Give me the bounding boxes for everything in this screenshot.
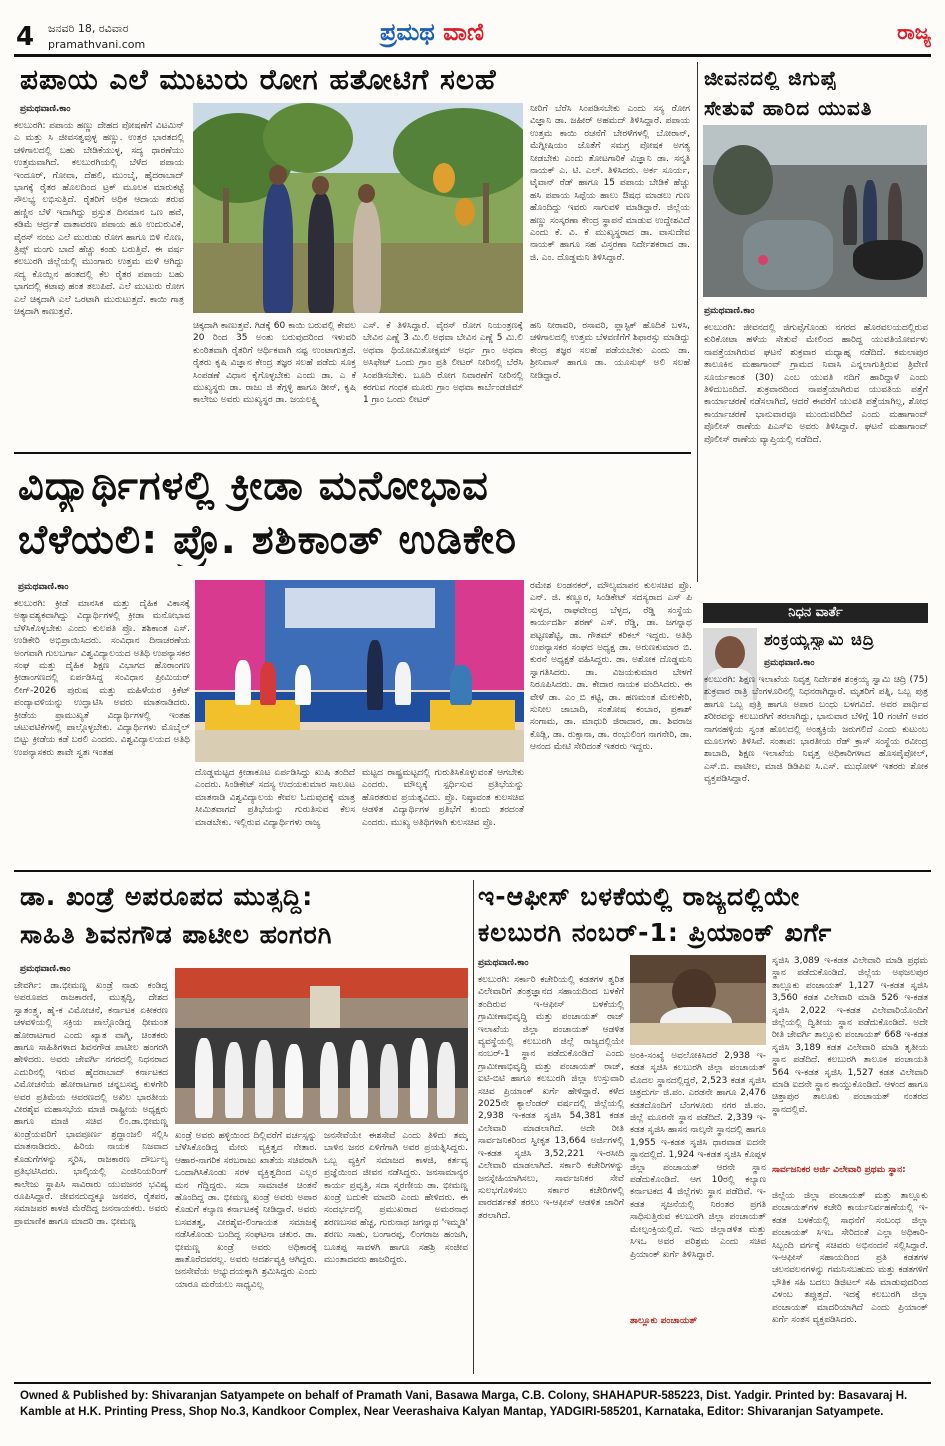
footer-imprint: Owned & Published by: Shivaranjan Satyampete on behalf of Pramath Vani, Basawa Marga, C.B. Colony, SHAHAPUR-585223, Dist. Yadgir. Printed by: Basavaraj H. Kamble at H.K. Printing Press, Shop No.3, Kandkoor Complex, Near Veerashaiva Kalyan Mantap, YADGIRI-585201, Karnataka, Editor: Shivaranjan Satyampete. [20,1390,908,1418]
khandre-byline: ಪ್ರಮಥವಾಣಿ.ಕಾಂ [20,964,71,974]
eoffice-col2: ಅಂಕಿ-ಸಂಖ್ಯೆ ಅವಲೋಕಿಸಿದರೆ 2,938 ಇ-ಕಡತ ಸೃಜಿಸಿ ಕಲಬುರಗಿ ಜಿಲ್ಲಾ ಪಂಚಾಯತ್ ಮೊದಲ ಸ್ಥಾನದಲ್ಲಿದ್ದರೆ, 2,523 ಕಡತ ಸೃಜಿಸಿ ಚಿತ್ರದುರ್ಗ ಜಿ.ಪಂ. ಎರಡನೇ ಹಾಗೂ 2,476 ಕಡತದೊಂದಿಗೆ ಬೆಂಗಳೂರು ನಗರ ಜಿ.ಪಂ. ಜಿಲ್ಲೆ ಮೂರನೇ ಸ್ಥಾನ ಪಡೆದಿದೆ. 2,339 ಇ-ಕಡತ ಸೃಜಿಸಿ ಹಾಸನ ನಾಲ್ಕನೇ ಸ್ಥಾನದಲ್ಲಿ ಹಾಗೂ 1,955 ಇ-ಕಡತ ಸೃಜಿಸಿ ಧಾರವಾಡ ಐದನೇ ಸ್ಥಾನದಲ್ಲಿದೆ. 1,924 ಇ-ಕಡತ ಸೃಜಿಸಿ ಕೊಪ್ಪಳ ಜಿಲ್ಲಾ ಪಂಚಾಯತ್ ಆರನೇ ಸ್ಥಾನ ಪಡೆದುಕೊಂಡಿದೆ. ಆಗ 10ರಲ್ಲಿ ಕಲ್ಯಾಣ ಕರ್ನಾಟಕದ 4 ಜಿಲ್ಲೆಗಳು ಸ್ಥಾನ ಪಡೆದಿವೆ. ಇ-ಕಡತ ಸೃಜನೆಯಲ್ಲಿ ನಿರಂತರ ಪ್ರಗತಿ ಸಾಧಿಸುತ್ತಿರುವ ಕಲಬುರಗಿ ಜಿಲ್ಲಾ ಪಂಚಾಯತ್ ಮೇಲ್ಪಂಕ್ತಿಯಲ್ಲಿದೆ. ಇದು ಜಿಲ್ಲಾಡಳಿತ ಮತ್ತು ಸಿಇಒ ಅವರ ಪರಿಶ್ರಮ ಎಂದು ಸಚಿವ ಪ್ರಿಯಾಂಕ್ ಖರ್ಗೆ ತಿಳಿಸಿದ್ದಾರೆ. [630,1051,766,1260]
eoffice-col3: ಸೃಜಿಸಿ 3,089 ಇ-ಕಡತ ವಿಲೇವಾರಿ ಮಾಡಿ ಪ್ರಥಮ ಸ್ಥಾನ ಪಡೆದುಕೊಂಡಿದೆ. ಜಿಲ್ಲೆಯ ಅಫಜಲಪುರ ತಾಲ್ಲೂಕು ಪಂಚಾಯತ್ 1,127 ಇ-ಕಡತ ಸೃಜಿಸಿ 3,560 ಕಡತ ವಿಲೇವಾರಿ ಮಾಡಿ 526 ಇ-ಕಡತ ಸೃಜಿಸಿ 2,022 ಇ-ಕಡತ ವಿಲೇವಾರಿಯೊಂದಿಗೆ ಜಿಲ್ಲೆಯಲ್ಲಿ ದ್ವಿತೀಯ ಸ್ಥಾನ ಪಡೆದುಕೊಂಡಿದೆ. ಅದೇ ರೀತಿ ಜೇವರ್ಗಿ ತಾಲ್ಲೂಕು ಪಂಚಾಯತ್ 668 ಇ-ಕಡತ ಸೃಜಿಸಿ 3,189 ಕಡತ ವಿಲೇವಾರಿ ಮಾಡಿ ತೃತೀಯ ಸ್ಥಾನ ಪಡೆದಿದೆ. ಕಲಬುರಗಿ ತಾಲೂಕ ಪಂಚಾಯತಿ 564 ಇ-ಕಡತ ಸೃಜಿಸಿ 1,527 ಕಡತ ವಿಲೇವಾರಿ ಮಾಡಿ ಐದನೇ ಸ್ಥಾನ ಕಾಯ್ದುಕೊಂಡಿದೆ. ಆಳಂದ ಹಾಗೂ ಚಿತ್ತಾಪುರ ತಾಲೂಕು ಪಂಚಾಯತ್ ನಂತರದ ಸ್ಥಾನದಲ್ಲಿವೆ. [772,956,928,1115]
sports-headline-2: ಬೆಳೆಯಲಿ: ಪ್ರೊ. ಶಶಿಕಾಂತ್ ಉಡಿಕೇರಿ [18,517,518,563]
khandre-col3: ಜನಸೇವೆಯೇ ಈಶಸೇವೆ ಎಂದು ತಿಳಿದು ತಮ್ಮ ಬಾಳಿನ ಜನರ ಏಳಿಗೆಗಾಗಿ ಅವರ ಪ್ರಯತ್ನಿಸಿದ್ದರು. ಒಬ್ಬ ವ್ಯಕ್ತಿಗೆ ಸಮಾಜದ ಕಾಳಜಿ, ಕರ್ತವ್ಯ ಪ್ರಜ್ಞೆಯಿಂದ ಜೀವನ ನಡೆಸಿದ್ದರು. ಜನಸಾಮಾನ್ಯರ ಕಾರ್ಯ ಪ್ರವೃತ್ತಿ, ಸದಾ ಸ್ಮರಣೀಯ ಡಾ. ಭೀಮಣ್ಣ ಖಂಡ್ರೆ ಬದುಕೇ ಮಾದರಿ ಎಂದು ಹೇಳಿದರು. ಈ ಸಂದರ್ಭದಲ್ಲಿ ಪ್ರಮುಖರಾದ ಅಮರನಾಥ ಶರಣಬಸವ ಹೆಚ್ಚ, ಗುರುನಾಥ ಜಗನ್ನಾಥ 'ಇಮ್ಮಡಿ' ಶರಣು ಸಾಹು, ಬಂಗಾರಪ್ಪ, ಲಿಂಗರಾಜ ಹಂಜಗಿ, ಬೂತಪ್ಪ ಸಾವಳಗಿ ಹಾಗೂ ಸಹಶ್ರಿ ಸಂಜೀವ ಮುಂತಾದವರು ಹಾಜರಿದ್ದರು. [324,1131,468,1266]
suicide-headline-2: ಸೇತುವೆ ಹಾರಿದ ಯುವತಿ [704,96,873,120]
sports-byline: ಪ್ರಮಥವಾಣಿ.ಕಾಂ [18,582,69,592]
papaya-byline: ಪ್ರಮಥವಾಣಿ.ಕಾಂ [20,104,71,114]
divider [473,880,474,1374]
sports-col2b: ಮಟ್ಟದ ರಾಷ್ಟ್ರಮಟ್ಟದಲ್ಲಿ ಗುರುತಿಸಿಕೊಳ್ಳುವಂತೆ ಆಗಬೇಕು ಎಂದರು. ಮೌಲ್ಯಕ್ಕೆ ಸ್ಪರ್ಧಿಸುವ ಪ್ರತಿಭೆಯನ್ನು ಹೊರತರುವ ಪ್ರಯತ್ನವಿದು. ಪ್ರೊ. ನಿಷ್ಠಾವಂತ ಕುಲಸಚಿವ ಆಡಳಿತ ವಿದ್ಯಾರ್ಥಿಗಳ ಪ್ರತಿಭೆಗೆ ಕುಂದು ತರದಂತೆ ಎಂದರು. ಮುಖ್ಯ ಅತಿಥಿಗಳಾಗಿ ಕುಲಸಚಿವ ಪ್ರೊ. [362,768,524,828]
obituary-band [703,603,928,623]
paper-title-part1: ಪ್ರಮಥ [380,18,435,46]
footer-rule [14,1382,931,1384]
papaya-col3: ನೀರಿಗೆ ಬೆರೆಸಿ ಸಿಂಪಡಿಸಬೇಕು ಎಂದು ಸಸ್ಯ ರೋಗ ವಿಜ್ಞಾನಿ ಡಾ. ಜಹೀರ್ ಅಹಮದ್ ತಿಳಿಸಿದ್ದಾರೆ. ಪಪಾಯ ಉತ್ತಮ ಕಾಯಿ ರಚನೆಗೆ ಬೇರಳೆಗಳಲ್ಲಿ ಬೋರಾನ್, ಮೆಗ್ನೀಷಿಯಂ ಜೊತೆಗೆ ಸಮಗ್ರ ಪೋಷಕ ಅಗತ್ಯ ನೀಡಬೇಕು ಎಂದು ತೋಟಗಾರಿಕೆ ವಿಜ್ಞಾನಿ ಡಾ. ಸನ್ಮತಿ ನಾಯಕ್ ಎ. ಟಿ. ಎಲ್. ತಿಳಿಸಿದರು. ಅರ್ಕ ಸೂರ್ಯ, ಟೈವಾನ್ ರೆಡ್ ಹಾಗೂ 15 ಪಪಾಯ ಬೇಡಿಕೆ ಹೆಚ್ಚು ಹಸಿ ಪಪಾಯ ಸಿಪ್ಪೆಯ ಹಾಲು ಔಷಧ ಮಾಡಲು ಗುಣ ಹೊಂದಿದ್ದು ಇವರು ಸಾಗುವಳಿ ಮಾಡಿದ್ದಾರೆ. ಜಿಲ್ಲೆಯ ಹಣ್ಣು ಸಂಸ್ಕರಣಾ ಕೇಂದ್ರ ಸ್ಥಾಪನೆ ಮಾಡುವ ಉದ್ದೇಶವಿದೆ ಎಂದು ಕೆ. ವಿ. ಕೆ ಮುಖ್ಯಸ್ಥರಾದ ಡಾ. ವಾಸುದೇವ ನಾಯಕ್ ಹಾಗೂ ಸಹ ವಿಸ್ತರಣಾ ನಿರ್ದೇಶಕರಾದ ಡಾ. ಜಿ. ಎಂ. ದೊಡ್ಡಮನಿ ತಿಳಿಸಿದ್ದಾರೆ. [530,104,690,263]
divider [14,452,691,454]
eoffice-col3b: ಜಿಲ್ಲೆಯ ಜಿಲ್ಲಾ ಪಂಚಾಯತ್ ಮತ್ತು ತಾಲ್ಲೂಕು ಪಂಚಾಯತ್‌ಗಳ ಕಚೇರಿ ಕಾರ್ಯನಿರ್ವಹಣೆಯಲ್ಲಿ ಇ-ಕಡತ ಬಳಕೆಯಲ್ಲಿ ಸಾಧನೆಗೆ ಸಂಬಂಧ ಜಿಲ್ಲಾ ಪಂಚಾಯತ್ ಸಿಇಒ ಸೇರಿದಂತೆ ಎಲ್ಲಾ ಅಧಿಕಾರಿ-ಸಿಬ್ಬಂದಿ ವರ್ಗಕ್ಕೆ ಸಚಿವರು ಅಭಿನಂದನೆ ಸಲ್ಲಿಸಿದ್ದಾರೆ. ಇ-ಆಫೀಸ್ ಸಹಾಯದಿಂದ ಪ್ರತಿ ಕಡತಗಳ ಚಲನವಲನಗಳನ್ನು ಗಮನಿಸಬಹುದು ಮತ್ತು ಕಡತಗಳಿಗೆ ಭೌತಿಕ ಸಹಿ ಬದಲು ಡಿಜಿಟಲ್ ಸಹಿ ಮಾಡುವುದರಿಂದ ವಿಳಂಬ ತಪ್ಪುತ್ತದೆ. ಇದಕ್ಕೆ ಕಲಬುರಗಿ ಜಿಲ್ಲಾ ಪಂಚಾಯತ್ ಮಾದರಿಯಾಗಿದೆ ಎಂದು ಪ್ರಿಯಾಂಕ್ ಖರ್ಗೆ ಸಂತಸ ವ್ಯಕ್ತಪಡಿಸಿದರು. [772,1191,928,1326]
website-link[interactable]: pramathvani.com [48,38,146,51]
eoffice-byline: ಪ್ರಮಥವಾಣಿ.ಕಾಂ [478,958,529,968]
masthead-rule [14,54,931,57]
kharge-photo [630,955,766,1045]
sports-photo [195,580,524,762]
papaya-col4b: ಹನಿ ನೀರಾವರಿ, ರಸಾವರಿ, ಪ್ಲಾಸ್ಟಿಕ್ ಹೊದಿಕೆ ಬಳಸಿ, ಚಳಿಗಾಲದಲ್ಲಿ ಉತ್ತಮ ಬೆಳವಣಿಗೆಗೆ ಶಿಫಾರಸ್ಸು ಮಾಡಿದ್ದು ಕೇಂದ್ರ ತಜ್ಞರ ಸಲಹೆ ಪಡೆಯಬೇಕು ಎಂದು ಡಾ. ಶ್ರೀನಿವಾಸ್ ಹಾಗೂ ಡಾ. ಯೂಸುಫ್ ಅಲಿ ಸಲಹೆ ನೀಡಿದ್ದಾರೆ. [530,321,690,381]
papaya-headline: ಪಪಾಯ ಎಲೆ ಮುಟುರು ರೋಗ ಹತೋಟಿಗೆ ಸಲಹೆ [20,63,497,96]
date-line: ಜನವರಿ 18, ರವಿವಾರ [48,22,129,35]
khandre-col1: ಜೇವರ್ಗಿ: ಡಾ.ಭೀಮಣ್ಣ ಖಂಡ್ರೆ ನಾಡು ಕಂಡಿದ್ದ ಅಪರೂಪದ ರಾಜಕಾರಣಿ, ಮುತ್ಸದ್ದಿ, ದೇಶದ ಸ್ವಾತಂತ್ರ್ಯ, ಹೈ-ಕ ವಿಮೋಚನೆ, ಕರ್ನಾಟಕ ಏಕೀಕರಣ ಚಳವಳಿಯಲ್ಲಿ ಸಕ್ರಿಯ ಪಾಲ್ಗೊಂಡಿದ್ದ ಧೀಮಂತ ಹೋರಾಟಗಾರ ಎಂದು ಖ್ಯಾತ ವಾಗ್ಮಿ, ಚಿಂತಕರು ಹಾಗೂ ಸಾಹಿತಿಗಳಾದ ಶಿವನಗೌಡ ಪಾಟೀಲ ಹಂಗರಗಿ ಹೇಳಿದರು. ಅವರು ಜೇವರ್ಗಿ ನಗರದಲ್ಲಿ ನಿಧನರಾದ ಎದುರಿನಲ್ಲಿ ಇರುವ ಹೈದರಾಬಾದ್ ಕರ್ನಾಟಕದ ವಿಮೋಚನೆಯ ಹೋರಾಟಗಾರ ಚನ್ನಬಸವ್ವ ಕುಳಗೇರಿ ಅವರ ಪ್ರತಿಮೆಯ ಆವರಣದಲ್ಲಿ ಅಖಿಲ ಭಾರತೀಯ ವೀರಶೈವ ಮಹಾಸಭೆಯ ಮಾಜಿ ರಾಷ್ಟ್ರೀಯ ಅಧ್ಯಕ್ಷರು ಹಾಗೂ ಮಾಜಿ ಸಚಿವ ಲಿಂ.ಡಾ.ಭೀಮಣ್ಣ ಖಂಡ್ರೆಯವರಿಗೆ ಭಾವಪೂರ್ಣ ಶ್ರದ್ಧಾಂಜಲಿ ಸಲ್ಲಿಸಿ ಮಾತನಾಡಿದರು. ಹಿರಿಯ ನಾಯಕ ನಿಜವಾದ ಕೊಡುಗೆಗಳನ್ನು ಸ್ಮರಿಸಿ, ರಾಜಕಾರಣ ದೌರ್ಬಲ್ಯ ಪ್ರತಿಭಟಿಸಿದರು. ಭಾಲ್ಕಿಯಲ್ಲಿ ಎಂಜಿನಿಯರಿಂಗ್ ಕಾಲೇಜು ಸ್ಥಾಪಿಸಿ ಸಾವಿರಾರು ಯುವಜನರ ಭವಿಷ್ಯ ರೂಪಿಸಿದ್ದಾರೆ. ಜೀವನದುದ್ದಕ್ಕೂ ಜನಪರ, ರೈತಪರ, ಸಮಾಜಪರ ಕಾಳಜಿ ಮೆರೆದಿದ್ದ ಜನನಾಯಕರು. ಅವರು ಪ್ರಾಮಾಣಿಕ ಹಾಗೂ ಮಾದರಿ ಡಾ. ಭೀಮಣ್ಣ [14,981,168,1227]
suicide-body: ಕಲಬುರಗಿ: ಜೀವನದಲ್ಲಿ ಜಿಗುಪ್ಸೆಗೊಂಡು ನಗರದ ಹೊರವಲಯದಲ್ಲಿರುವ ಕುರಿಕೋಟಾ ಹಳೆಯ ಸೇತುವೆ ಮೇಲಿಂದ ಹಾರಿದ್ದ ಯುವತಿಯೋರ್ವಳು ನಾಪತ್ತೆಯಾಗಿರುವ ಘಟನೆ ಶುಕ್ರವಾರ ಮಧ್ಯಾಹ್ನ ನಡೆದಿದೆ. ಕಮಲಾಪುರ ತಾಲೂಕಿನ ಮಹಾಗಾಂವ್ ಗ್ರಾಮದ ನಿವಾಸಿ ಎನ್ನಲಾಗುತ್ತಿರುವ ತ್ರಿವೇಣಿ ಸೂರ್ಯಕಾಂತ (30) ಎಂಬ ಯುವತಿ ನದಿಗೆ ಹಾರಿದ್ದಾಳೆ ಎಂದು ತಿಳಿದುಬಂದಿದೆ. ಶುಕ್ರವಾರದಿಂದ ನಾಪತ್ತೆಯಾಗಿರುವ ಯುವತಿಯ ಪತ್ತೆಗೆ ಕಾರ್ಯಾಚರಣೆ ನಡೆಸಲಾಗಿದೆ, ಆದರೆ ಈವರೆಗೆ ಯುವತಿ ಪತ್ತೆಯಾಗಿಲ್ಲ, ಶೋಧ ಕಾರ್ಯಾಚರಣೆ ಭಾನುವಾರವೂ ಮುಂದುವರಿದಿದೆ ಎಂದು ಮಹಾಗಾಂವ್ ಪೊಲೀಸ್ ಠಾಣೆಯ ಪಿಎಸ್ಐ ಅವರು ತಿಳಿಸಿದ್ದಾರೆ. ಘಟನೆ ಮಹಾಗಾಂವ್ ಪೊಲೀಸ್ ಠಾಣೆಯ ವ್ಯಾಪ್ತಿಯಲ್ಲಿ ನಡೆದಿದೆ. [704,323,928,445]
obituary-section-label: ನಿಧನ ವಾರ್ತೆ [788,605,843,620]
khandre-col2: ಖಂಡ್ರೆ ಅವರು ಹಳ್ಳಿಯಿಂದ ದಿಲ್ಲಿವರೆಗೆ ವರ್ಚಸ್ಸನ್ನು ಬೆಳೆಸಿಕೊಂಡಿದ್ದ ಮೇರು ವ್ಯಕ್ತಿತ್ವದ ನೇತಾರ. ಆಹಾರ-ನಾಗರಿಕ ಸರಬರಾಜು ಖಾತೆಯ ಸಚಿವರಾಗಿ ಒಂದಾಗಿಸಿಕೊಂಡು ಸರಳ ವ್ಯಕ್ತಿತ್ವದಿಂದ ಎಲ್ಲರ ಮನ ಗೆದ್ದಿದ್ದರು. ಸದಾ ಸಾಮಾಜಿಕ ಚಿಂತನೆ ಹೊಂದಿದ್ದ ಡಾ. ಭೀಮಣ್ಣ ಖಂಡ್ರೆ ಅವರು ಅಪಾರ ಕೊಡುಗೆ ಕಲ್ಯಾಣ ಕರ್ನಾಟಕಕ್ಕೆ ನೀಡಿದ್ದಾರೆ. ಅವರು ಬಸವತತ್ವ, ವೀರಶೈವ-ಲಿಂಗಾಯತ ಸಮಾಜಕ್ಕೆ ನಡೆಸಿಕೊಂಡು ಬಂದಿದ್ದ ಸಂಘಟನಾ ಚತುರ. ಡಾ. ಭೀಮಣ್ಣ ಖಂಡ್ರೆ ಅವರು ಅಧಿಕಾರಕ್ಕೆ ಹಾತೊರೆದವರಲ್ಲ. ಅವರು ಆದರ್ಶವ್ಯಕ್ತಿ ಆಗಿದ್ದರು. ಜನಸೇವೆಯ ಅಭ್ಯುದಯಕ್ಕಾಗಿ ಶ್ರಮಿಸಿದ್ದರು ಎಂದು ಯಾರೂ ಮರೆಯಲು ಸಾಧ್ಯವಿಲ್ಲ [175,1131,317,1290]
eoffice-subhead-offices: ತಾಲ್ಲೂಕು ಪಂಚಾಯತ್ [630,1316,698,1326]
obituary-name: ಶಂಕ್ರಯ್ಯಸ್ವಾಮಿ ಚಿದ್ರಿ [764,630,875,649]
divider [697,62,698,582]
papaya-photo [193,103,523,313]
eoffice-headline-1: ಇ-ಆಫೀಸ್ ಬಳಕೆಯಲ್ಲಿ ರಾಜ್ಯದಲ್ಲಿಯೇ [478,882,801,911]
papaya-col3b: ಎಸ್. ಕೆ ತಿಳಿಸಿದ್ದಾರೆ. ವೈರಸ್ ರೋಗ ನಿಯಂತ್ರಣಕ್ಕೆ ಬೇವಿನ ಎಣ್ಣೆ 3 ಮಿ.ಲಿ ಅಥವಾ ಬೇವಿನ ಎಣ್ಣೆ 5 ಮಿ.ಲಿ ಅಥವಾ ಥಿಯೋಮಿತೋಕ್ಸಮ್ ಅರ್ಧ ಗ್ರಾಂ ಅಥವಾ ಅಸಿಫೇಟ್ ಒಂದು ಗ್ರಾಂ ಪ್ರತಿ ಲೀಟರ್ ನೀರಿನಲ್ಲಿ ಬೆರೆಸಿ ಸಿಂಪಡಿಸಬೇಕು. ಬೂದಿ ರೋಗ ನಿವಾರಣೆಗೆ ನೀರಿನಲ್ಲಿ ಕರಗುವ ಗಂಧಕ ಮೂರು ಗ್ರಾಂ ಅಥವಾ ಕಾರ್ಬೆಂಡಜಿಮ್ 1 ಗ್ರಾಂ ಒಂದು ಲೀಟರ್ [363,321,523,406]
divider [14,870,931,872]
section-label: ರಾಜ್ಯ [897,20,931,44]
obituary-body: ಕಲಬುರಗಿ: ಶಿಕ್ಷಣ ಇಲಾಖೆಯ ನಿವೃತ್ತ ನಿರ್ದೇಶಕ ಶಂಕ್ರಯ್ಯ ಸ್ವಾಮಿ ಚಿದ್ರಿ (75) ಶುಕ್ರವಾರ ರಾತ್ರಿ ಬೆಂಗಳೂರಿನಲ್ಲಿ ನಿಧನರಾಗಿದ್ದಾರೆ. ಮೃತರಿಗೆ ಪತ್ನಿ, ಒಬ್ಬ ಪುತ್ರ ಹಾಗೂ ಒಬ್ಬ ಪುತ್ರಿ ಹಾಗೂ ಅಪಾರ ಬಂಧು ಬಳಗವಿದೆ. ಅವರ ಪಾರ್ಥಿವ ಶರೀರವನ್ನು ಕಲಬುರಗಿಗೆ ತರಲಾಗಿದ್ದು, ಭಾನುವಾರ ಬೆಳಿಗ್ಗೆ 10 ಗಂಟೆಗೆ ಅವರ ನಾಗನಹಳ್ಳಿಯ ಸ್ವಂತ ಹೊಲದಲ್ಲಿ ಅಂತ್ಯಕ್ರಿಯೆ ಜರುಗಲಿದೆ ಎಂದು ಕುಟುಂಬ ಮೂಲಗಳು ತಿಳಿಸಿವೆ. ಸಂತಾಪ: ಭಾರತೀಯ ರೆಡ್ ಕ್ರಾಸ್ ಸಂಸ್ಥೆಯ ರವೀಂದ್ರ ಶಾಬಾದಿ, ಶಿಕ್ಷಣ ಇಲಾಖೆಯ ನಿವೃತ್ತ ಅಧಿಕಾರಿಗಳಾದ ಹೊಸಪೈಪೋಲ್, ಎಸ್.ಬಿ. ಪಾಟೀಲ, ಮಾಜಿ ಡಿಡಿಪಿಐ ಸಿ.ಎಸ್. ಮುಧೋಳ್ ಇತರರು ಶೋಕ ವ್ಯಕ್ತಪಡಿಸಿದ್ದಾರೆ. [704,675,928,785]
eoffice-col1: ಕಲಬುರಗಿ: ಸರ್ಕಾರಿ ಕಚೇರಿಯಲ್ಲಿ ಕಡತಗಳ ತ್ವರಿತ ವಿಲೇವಾರಿಗೆ ತಂತ್ರಜ್ಞಾನದ ಸಹಾಯದಿಂದ ಬಳಕೆಗೆ ತಂದಿರುವ ಇ-ಆಫೀಸ್ ಬಳಕೆಯಲ್ಲಿ ಗ್ರಾಮೀಣಾಭಿವೃದ್ಧಿ ಮತ್ತು ಪಂಚಾಯತ್ ರಾಜ್ ಇಲಾಖೆಯ ಜಿಲ್ಲಾ ಪಂಚಾಯತ್ ಆಡಳಿತ ವ್ಯವಸ್ಥೆಯಲ್ಲಿ ಕಲಬುರಗಿ ಜಿಲ್ಲೆ ರಾಜ್ಯದಲ್ಲಿಯೇ ನಂಬರ್-1 ಸ್ಥಾನ ಪಡೆದುಕೊಂಡಿದೆ ಎಂದು ಗ್ರಾಮೀಣಾಭಿವೃದ್ಧಿ ಮತ್ತು ಪಂಚಾಯತ್ ರಾಜ್, ಐಟಿ-ಬಿಟಿ ಹಾಗೂ ಕಲಬುರಗಿ ಜಿಲ್ಲಾ ಉಸ್ತುವಾರಿ ಸಚಿವ ಪ್ರಿಯಾಂಕ್ ಖರ್ಗೆ ಹೇಳಿದ್ದಾರೆ. ಕಳೆದ 2025ನೇ ಕ್ಯಾಲೆಂಡರ್ ವರ್ಷದಲ್ಲಿ ಜಿಲ್ಲೆಯಲ್ಲಿ 2,938 ಇ-ಕಡತ ಸೃಜಿಸಿ 54,381 ಕಡತ ವಿಲೇವಾರಿ ಮಾಡಲಾಗಿದೆ. ಅದೇ ರೀತಿ ಸಾರ್ವಜನಿಕರಿಂದ ಸ್ವೀಕೃತ 13,664 ಅರ್ಜಿಗಳಲ್ಲಿ ಇ-ಕಡತ ಸೃಜಿಸಿ 3,52,221 ಇ-ರಸೀದಿ ವಿಲೇವಾರಿ ಮಾಡಲಾಗಿದೆ. ಸರ್ಕಾರಿ ಕಚೇರಿಗಳನ್ನು ಜನಸ್ನೇಹಿಯಾಗಿಸಲು, ಸಾರ್ವಜನಿಕರ ಸೇವೆ ಸುಲಭಗೊಳಿಸಲು ಸರ್ಕಾರ ಕಚೇರಿಗಳಲ್ಲಿ ಪಾರದರ್ಶಕತೆ ತರಲು ಇ-ಆಫೀಸ್ ಆಡಳಿತ ಜಾರಿಗೆ ತರಲಾಗಿದೆ. [478,975,624,1221]
paper-title [380,18,484,46]
bridge-photo [703,125,927,297]
paper-title-part2: ವಾಣಿ [443,18,485,46]
sports-headline-1: ವಿದ್ಯಾರ್ಥಿಗಳಲ್ಲಿ ಕ್ರೀಡಾ ಮನೋಭಾವ [18,463,489,509]
eoffice-headline-2: ಕಲಬುರಗಿ ನಂಬರ್-1: ಪ್ರಿಯಾಂಕ್ ಖರ್ಗೆ [478,918,833,947]
khandre-headline-1: ಡಾ. ಖಂಡ್ರೆ ಅಪರೂಪದ ಮುತ್ಸದ್ದಿ: [20,882,314,911]
suicide-headline-1: ಜೀವನದಲ್ಲಿ ಜಿಗುಪ್ಸೆ [704,66,838,90]
papaya-col2: ಚಿಕ್ಕದಾಗಿ ಕಾಣುತ್ತವೆ. ಗಿಡಕ್ಕೆ 60 ಕಾಯಿ ಬರುವಲ್ಲಿ ಕೇವಲ 20 ರಿಂದ 35 ಅಂತು ಬರುವುದರಿಂದ ಇಳುವರಿ ಕುಂಠಿತವಾಗಿ ರೈತರಿಗೆ ಆರ್ಥಿಕವಾಗಿ ನಷ್ಟ ಉಂಟಾಗುತ್ತದೆ. ರೈತರು ಕೃಷಿ ವಿಜ್ಞಾನ ಕೇಂದ್ರ ತಜ್ಞರ ಸಲಹೆ ಪಡೆದು ಸೂಕ್ತ ಸಿಂಪಡಣೆ ವಿಧಾನ ಕೈಗೊಳ್ಳಬೇಕು ಎಂದು ಡಾ. ಎ ಕೆ ಮುಖ್ಯಸ್ಥರು ಡಾ. ರಾಜು ಜಿ ತೆಗ್ಗಳ್ಳಿ ಹಾಗೂ ಡೀನ್, ಕೃಷಿ ಕಾಲೇಜು ಅವರು ಮುಖ್ಯಸ್ಥರ ಡಾ. ಜಯಲಕ್ಷ್ಮಿ [193,321,356,406]
papaya-col1: ಕಲಬುರಗಿ: ಪಪಾಯ ಹಣ್ಣು ದೇಹದ ಪೋಷಣೆಗೆ ವಿಟಮಿನ್ ಎ ಮತ್ತು ಸಿ ಜೀವಸತ್ವವುಳ್ಳ ಹಣ್ಣು. ಉತ್ತರ ಭಾರತದಲ್ಲಿ ಚಳಿಗಾಲದಲ್ಲಿ ಬಹು ಬೇಡಿಕೆಯುಳ್ಳ, ಸದ್ಯ ಧಾರಣೆಯು ಉತ್ತಮವಾಗಿದೆ. ಕಲಬುರಗಿಯಲ್ಲಿ ಬೆಳೆದ ಪಪಾಯ ಇಂದೂರ್, ಗೋವಾ, ದೆಹಲಿ, ಮುಂಬೈ, ಹೈದರಾಬಾದ್ ಭಾಗಕ್ಕೆ ರೈತರ ಹೊಲದಿಂದ ಟ್ರಕ್ ಮೂಲಕ ಮಾರುಕಟ್ಟೆ ಸೌಲಭ್ಯ ಲಭಿಸುತ್ತಿದೆ. ರೈತರಿಗೆ ಅಧಿಕ ಆದಾಯ ತರುವ ಹಣ್ಣಿನ ಬೆಳೆ ಇದಾಗಿದ್ದು ಪ್ರಸ್ತುತ ದಿನಮಾನ ಒಣ ಹವೆ, ಕಡಿಮೆ ಆರ್ದ್ರತೆ ವಾತಾವರಣ ಪಪಾಯ ಹೂ ಉದುರುವಿಕೆ, ವೈರಸ್ ನಂಜು ಎಲೆ ಮುರುಡು ರೋಗ ಹಾಗೂ ಬಿಳಿ ನೊಣ, ತ್ರಿಪ್ಸ್ ಮಂಗು ಬಾದೆ ಹೆಚ್ಚು ಕಂಡು ಬರುತ್ತಿವೆ. ಈ ವರ್ಷ ಕಲಬುರಗಿ ಜಿಲ್ಲೆಯಲ್ಲಿ ಮುಂಗಾರು ಉತ್ತಮ ಮಳೆ ಆಗಿದ್ದು ಸದ್ಯ ಕೊಯ್ಲಿನ ಹಂತದಲ್ಲಿ ಕೆಲ ರೈತರ ಪಪಾಯ ಬಹು ಭಾಗದಲ್ಲಿ ಕಟಾವು ಹಂತ ತಲುಪಿದೆ. ಎಲೆ ಮುಟುರು ರೋಗ ಎಲೆ ಚಿಕ್ಕದಾಗಿ ಎಲೆ ಒರಟಾಗಿ ಮುರುಟುತ್ತದೆ. ಕಾಯಿ ಗಾತ್ರ ಚಿಕ್ಕದಾಗಿ ಕಾಣುತ್ತವೆ. [14,121,184,318]
sports-col1: ಕಲಬುರಗಿ: ಕ್ರೀಡೆ ಮಾನಸಿಕ ಮತ್ತು ದೈಹಿಕ ವಿಕಾಸಕ್ಕೆ ಅತ್ಯಾವಶ್ಯಕವಾಗಿದ್ದು ವಿದ್ಯಾರ್ಥಿಗಳಲ್ಲಿ ಕ್ರೀಡಾ ಮನೋಭಾವ ಬೆಳೆಸಿಕೊಳ್ಳಬೇಕು ಎಂದು ಕುಲಪತಿ ಪ್ರೊ. ಶಶಿಕಾಂತ ಎಸ್. ಉಡಿಕೇರಿ ಅಭಿಪ್ರಾಯಿಸಿದರು. ಸಂವಿಧಾನ ದಿನಾಚರಣೆಯ ಅಂಗವಾಗಿ ಗುಲಬರ್ಗಾ ವಿಶ್ವವಿದ್ಯಾಲಯದ ಅತಿಥಿ ಉಪನ್ಯಾಸಕರ ಸಂಘ ಮತ್ತು ದೈಹಿಕ ಶಿಕ್ಷಣ ವಿಭಾಗದ ಹೊರಾಂಗಣ ಕ್ರೀಡಾಂಗಣದಲ್ಲಿ ಏರ್ಪಡಿಸಿದ್ದ ಸಂವಿಧಾನ ಪ್ರೀಮಿಯರ್ ಲೀಗ್-2026 ಪುರುಷ ಮತ್ತು ಮಹಿಳೆಯರ ಕ್ರಿಕೆಟ್ ಪಂದ್ಯಾವಳಿಯನ್ನು ಉದ್ಘಾಟಿಸಿ ಅವರು ಮಾತನಾಡಿದರು. ಕ್ರೀಡೆಯ ಪ್ರಾಮುಖ್ಯತೆ ವಿದ್ಯಾರ್ಥಿಗಳಲ್ಲಿ ಇಂತಹ ಚಟುವಟಿಕೆಗಳಲ್ಲಿ ಪಾಲ್ಗೊಳ್ಳಬೇಕು. ವಿದ್ಯಾರ್ಥಿಗಳು ಮೊಬೈಲ್ ಬಿಟ್ಟು ಕ್ರೀಡೆಯ ಕಡೆ ಬರಲಿ ಎಂದರು. ವಿಶ್ವವಿದ್ಯಾಲಯದ ಅತಿಥಿ ಉಪನ್ಯಾಸಕರು ತಾವೇ ಸ್ವತಃ ಇಂತಹ [14,599,190,758]
page-number: 4 [16,22,35,52]
masthead [0,0,945,58]
sports-col3: ರಮೇಶ ಲಂಡನಕರ್, ಮೌಲ್ಯಮಾಪನ ಕುಲಸಚಿವ ಪ್ರೊ. ಎನ್. ಜಿ. ಕಣ್ಣೂರ, ಸಿಂಡಿಕೇಟ್ ಸದಸ್ಯರಾದ ಎಸ್ ಪಿ ಸುಳ್ಳದ, ರಾಘವೇಂದ್ರ ಬೆಳ್ಳದ, ರೆಡ್ಡಿ ಸಂಸ್ಥೆಯ ಕಾರ್ಯದರ್ಶಿ ಶರಣ್ ಎಸ್. ರೆಡ್ಡಿ, ಡಾ. ಜಗನ್ನಾಥ ಪಟ್ಟಣಶೆಟ್ಟಿ, ಡಾ. ಗೌತಮ್ ಕರಿಕಲ್ ಇದ್ದರು. ಅತಿಥಿ ಉಪನ್ಯಾಸಕರ ಸಂಘದ ಅಧ್ಯಕ್ಷ ಡಾ. ಅರುಣಕುಮಾರ ಬಿ. ಕುರನೆ ಅಧ್ಯಕ್ಷತೆ ವಹಿಸಿದ್ದರು. ಡಾ. ಅಶೋಕ ದೊಡ್ಡಮನಿ ಸ್ವಾಗತಿಸಿದರು. ಡಾ. ವಿಜಯಕುಮಾರ ಬೇಳಗೆ ನಿರೂಪಿಸಿದರು. ಡಾ. ಕೇದಾರ ನಾಯಕ ವಂದಿಸಿದರು. ಈ ವೇಳೆ ಡಾ. ಎಂ ಬಿ ಕಟ್ಟಿ, ಡಾ. ಹಣಮಂತ ಮೇಲಕೇರಿ, ಸುನೀಲ ಜಾಬಾದಿ, ಸಂತೋಷ ಕಂಬಾರ, ಪ್ರಕಾಶ್ ಸಂಗಾಮ, ಡಾ. ಮಾಧುರಿ ಜಿರಾದಾರ, ಡಾ. ಶಿವರಾಜ ಕೊಡ್ಲಿ, ಡಾ. ರುಕ್ಸಾನಾ, ಡಾ. ರಂಭುಲಿಂಗ ನಾಗನೇರಿ, ಡಾ. ಆನಂದ ಮೇಟಿ ಸೇರಿದಂತೆ ಇತರರು ಇದ್ದರು. [530,581,692,753]
khandre-photo [175,968,468,1124]
suicide-byline: ಪ್ರಮಥವಾಣಿ.ಕಾಂ [704,306,755,316]
sports-col2: ದೊಡ್ಡಮಟ್ಟದ ಕ್ರೀಡಾಕೂಟ ಏರ್ಪಡಿಸಿದ್ದು ಖುಷಿ ತಂದಿದೆ ಎಂದರು. ಸಿಂಡಿಕೇಟ್ ಸದಸ್ಯ ಉದಯಕುಮಾರ ಸಾಲೂಟ ಮಾತನಾಡಿ ವಿಶ್ವವಿದ್ಯಾಲಯ ಕೇವಲ ಓದುವುದಕ್ಕೆ ಮಾತ್ರ ಸೀಮಿತವಾಗದೆ ಪ್ರತಿಭೆಯನ್ನು ಗುರುತಿಸುವ ಕೆಲಸ ಮಾಡಬೇಕು. ಇಲ್ಲಿರುವ ವಿದ್ಯಾರ್ಥಿಗಳು ರಾಜ್ಯ [195,768,355,828]
obituary-byline: ಪ್ರಮಥವಾಣಿ.ಕಾಂ [764,658,815,668]
khandre-headline-2: ಸಾಹಿತಿ ಶಿವನಗೌಡ ಪಾಟೀಲ ಹಂಗರಗಿ [20,920,333,949]
eoffice-subhead-public: ಸಾರ್ವಜನಿಕರ ಅರ್ಜಿ ವಿಲೇವಾರಿ ಪ್ರಥಮ ಸ್ಥಾನ: [772,1165,906,1175]
